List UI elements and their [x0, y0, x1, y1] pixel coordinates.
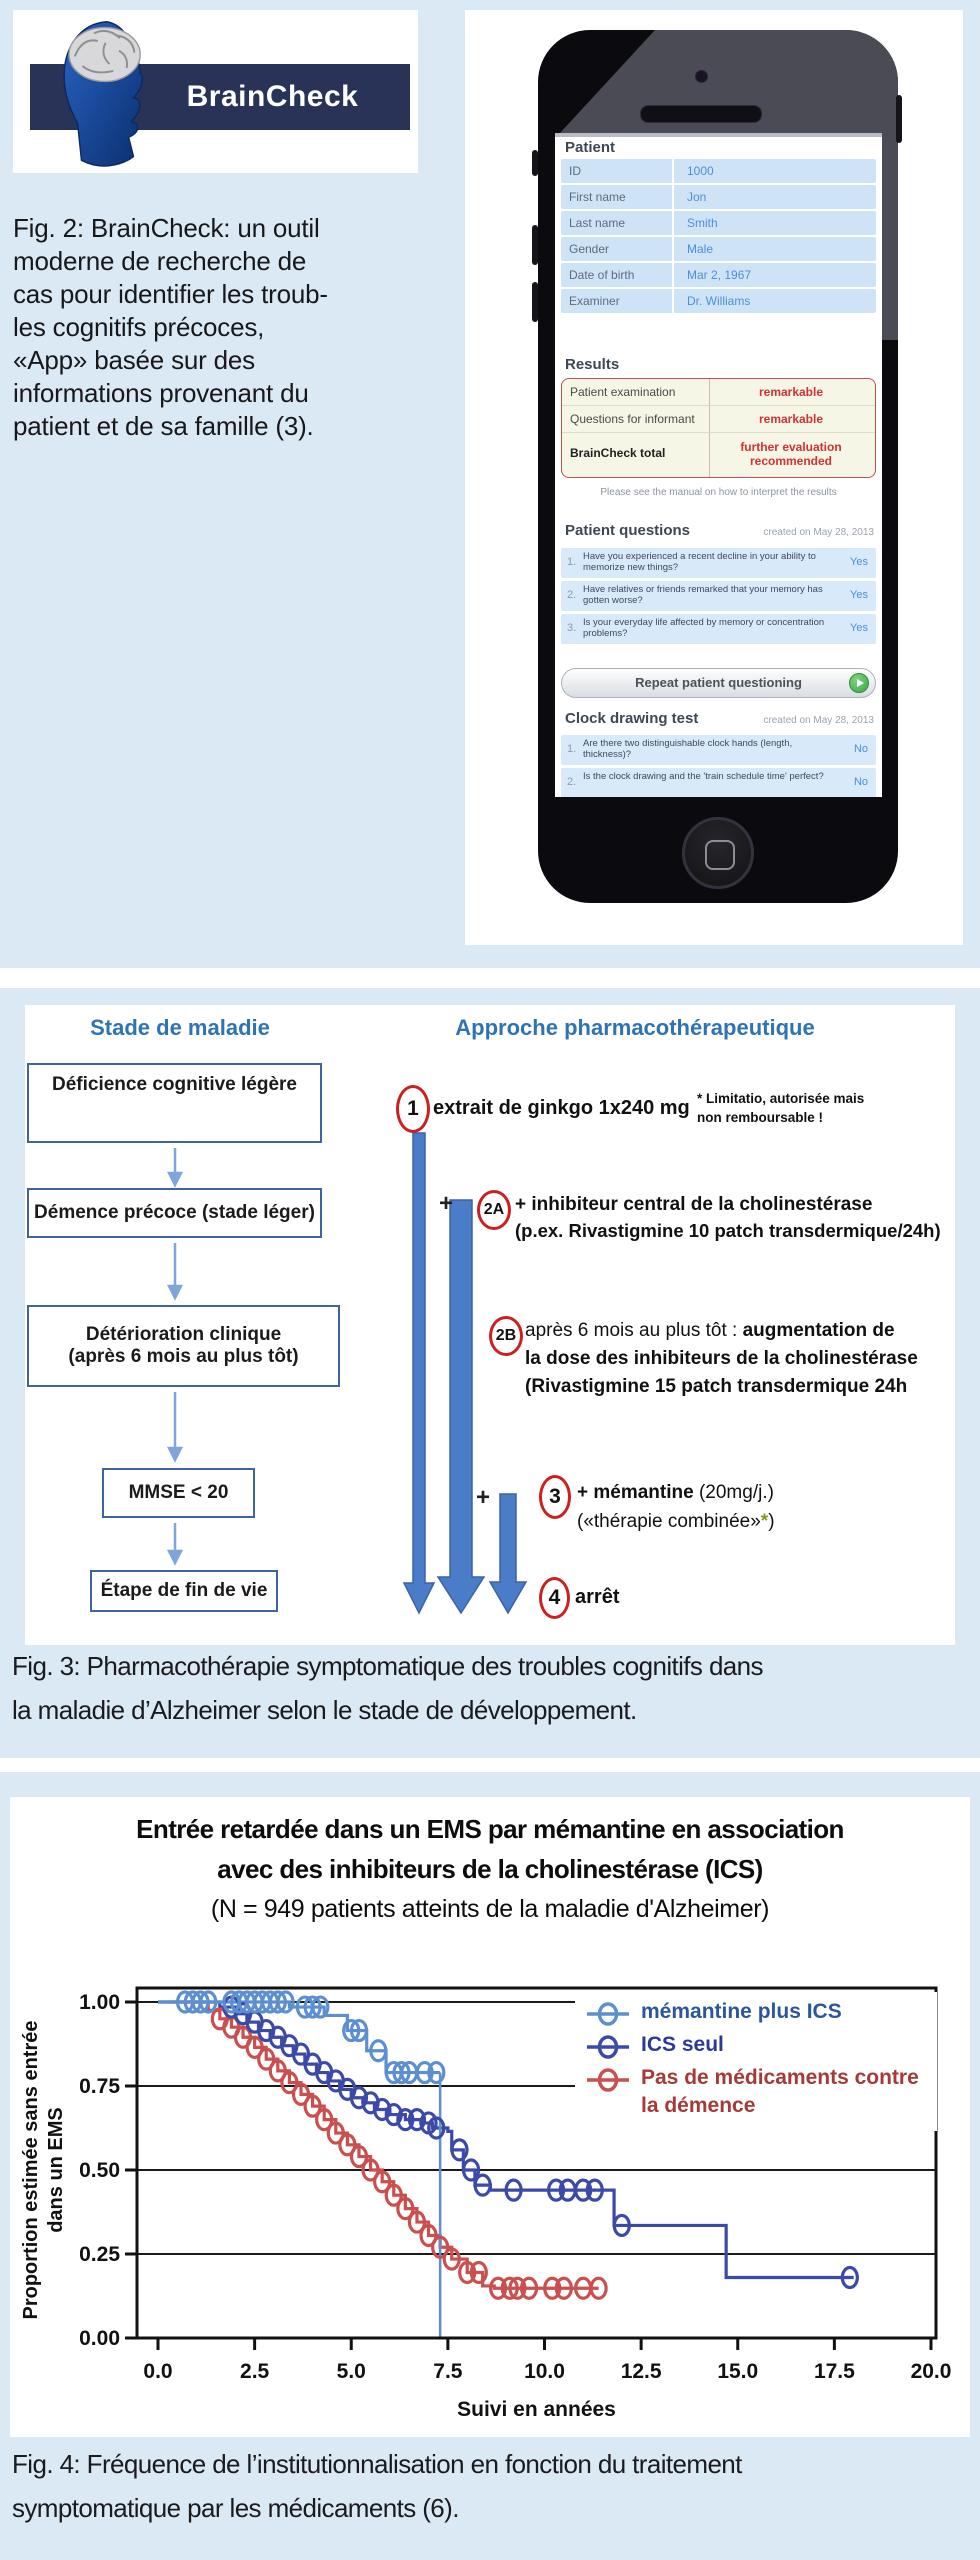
step2b-line3: (Rivastigmine 15 patch transdermique 24h	[525, 1376, 908, 1397]
flow-left-header: Stade de maladie	[90, 1015, 270, 1040]
stage-label: MMSE < 20	[128, 1482, 229, 1503]
play-icon	[849, 673, 869, 693]
row-value: Mar 2, 1967	[687, 268, 752, 282]
svg-text:2.5: 2.5	[240, 2360, 270, 2383]
row-value: Dr. Williams	[687, 294, 751, 308]
note-line: * Limitatio, autorisée mais	[697, 1091, 865, 1106]
svg-text:0.00: 0.00	[79, 2327, 120, 2350]
svg-text:Suivi en années: Suivi en années	[457, 2398, 616, 2421]
brain-head-icon	[48, 16, 166, 170]
svg-text:20.0: 20.0	[910, 2360, 952, 2383]
legend-item-no-medication	[585, 2064, 937, 2120]
row-label: Gender	[569, 242, 610, 256]
legend-item-ics-alone	[585, 2031, 937, 2059]
plus-sign: +	[476, 1484, 491, 1511]
fig3-caption	[12, 1644, 763, 1732]
caption-line: Fig. 3: Pharmacothérapie symptomatique des troubles cognitifs dans	[12, 1651, 763, 1681]
plus-sign: +	[439, 1190, 454, 1217]
created-date: created on May 28, 2013	[763, 715, 874, 726]
question-row	[561, 581, 876, 611]
step-number: 4	[548, 1586, 561, 1609]
green-asterisk: *	[760, 1511, 769, 1532]
legend-item-memantine-ics	[585, 1998, 937, 2026]
step2a-line2: (p.ex. Rivastigmine 10 patch transdermique/24h)	[515, 1220, 941, 1241]
step1-label: extrait de ginkgo 1x240 mg	[433, 1097, 690, 1119]
step-circle-1	[396, 1085, 430, 1133]
question-text: Have you experienced a recent decline in your ability to memorize new things?	[583, 551, 816, 573]
question-text: Are there two distinguishable clock hands (length, thickness)?	[583, 738, 793, 760]
phone-power-button	[896, 95, 902, 143]
legend-symbol-icon	[585, 2002, 631, 2026]
row-label: Last name	[569, 216, 626, 230]
table-row	[561, 185, 876, 209]
row-value: Smith	[687, 216, 718, 230]
svg-text:12.5: 12.5	[620, 2360, 662, 2383]
fig3-flowchart	[25, 1005, 955, 1645]
question-number: 2.	[567, 589, 577, 601]
caption-line: moderne de recherche de	[13, 246, 307, 276]
table-row	[562, 379, 875, 406]
fig4-figure	[10, 1797, 970, 2437]
question-row	[561, 614, 876, 644]
row-value: remarkable	[758, 385, 824, 399]
table-row	[562, 433, 875, 476]
answer-value: No	[853, 776, 868, 788]
chart-legend	[575, 1992, 937, 2131]
y-axis-title: Proportion estimée sans entrée dans un EMS	[20, 2020, 67, 2320]
legend-label: Pas de médicaments contre	[641, 2066, 919, 2089]
row-label: First name	[569, 190, 626, 204]
step3-line1: + mémantine (20mg/j.)	[577, 1482, 774, 1503]
title-line: Entrée retardée dans un EMS par mémantine en association	[136, 1814, 844, 1844]
answer-value: Yes	[850, 556, 868, 568]
legend-symbol-icon	[585, 2068, 631, 2092]
fig3-panel	[0, 988, 980, 1758]
repeat-questioning-button	[561, 668, 876, 698]
caption-line: cas pour identifier les troub-	[13, 279, 328, 309]
caption-line: patient et de sa famille (3).	[13, 411, 314, 441]
stage-label: Démence précoce (stade léger)	[34, 1202, 315, 1223]
stage-label: Détérioration clinique	[85, 1324, 282, 1345]
created-date: created on May 28, 2013	[763, 527, 874, 538]
row-value: 1000	[687, 164, 714, 178]
row-label: Patient examination	[570, 385, 676, 399]
table-row	[561, 211, 876, 235]
row-label: BrainCheck total	[570, 446, 666, 460]
fig2-caption	[13, 212, 465, 443]
caption-line: «App» basée sur des	[13, 345, 255, 375]
svg-text:15.0: 15.0	[717, 2360, 759, 2383]
fig2-panel	[0, 0, 980, 968]
row-label: ID	[569, 164, 581, 178]
patient-questions-title: Patient questions	[565, 522, 691, 539]
title-line: avec des inhibiteurs de la cholinestérase (ICS)	[217, 1854, 763, 1884]
svg-text:0.50: 0.50	[79, 2159, 120, 2182]
step2b-line1: après 6 mois au plus tôt : augmentation de	[525, 1320, 895, 1341]
chart-title	[10, 1809, 970, 1929]
row-value: further evaluation recommended	[740, 440, 842, 468]
table-row	[562, 406, 875, 433]
svg-text:5.0: 5.0	[336, 2360, 366, 2383]
step-number: 2A	[483, 1201, 505, 1218]
table-row	[561, 237, 876, 261]
question-number: 1.	[567, 743, 577, 755]
answer-value: Yes	[850, 622, 868, 634]
step-circle-2b	[489, 1316, 523, 1356]
question-number: 3.	[567, 622, 577, 634]
table-row	[561, 263, 876, 287]
question-row	[561, 548, 876, 578]
step2b-line2: la dose des inhibiteurs de la cholinestérase	[525, 1348, 918, 1369]
phone-figure	[465, 10, 963, 945]
phone-screen	[555, 133, 882, 797]
brand-name: BrainCheck	[186, 80, 359, 113]
row-value: remarkable	[758, 412, 824, 426]
step3-line2: («thérapie combinée»*)	[577, 1511, 775, 1532]
row-label: Questions for informant	[570, 412, 695, 426]
stage-label: (après 6 mois au plus tôt)	[68, 1346, 299, 1367]
phone-mute-switch	[532, 150, 538, 176]
flow-right-header: Approche pharmacothérapeutique	[455, 1015, 815, 1040]
fig4-caption	[12, 2442, 742, 2530]
caption-line: Fig. 2: BrainCheck: un outil	[13, 213, 320, 243]
caption-line: informations provenant du	[13, 378, 309, 408]
phone-home-button	[682, 817, 754, 889]
repeat-button-label: Repeat patient questioning	[635, 675, 802, 690]
note-line: non remboursable !	[697, 1110, 824, 1125]
brain-icon	[69, 28, 140, 82]
manual-note: Please see the manual on how to interpret the results	[600, 487, 837, 498]
svg-text:17.5: 17.5	[813, 2360, 855, 2383]
question-text: Have relatives or friends remarked that your memory has gotten worse?	[583, 584, 823, 606]
clock-test-title: Clock drawing test	[565, 710, 699, 727]
caption-line: les cognitifs précoces,	[13, 312, 265, 342]
question-row	[561, 735, 876, 765]
results-section-title: Results	[565, 356, 620, 373]
svg-text:10.0: 10.0	[524, 2360, 565, 2383]
step-circle-3	[539, 1475, 571, 1519]
phone-camera-icon	[695, 70, 708, 83]
svg-text:0.75: 0.75	[79, 2075, 120, 2098]
svg-text:7.5: 7.5	[433, 2360, 463, 2383]
svg-text:1.00: 1.00	[79, 1991, 120, 2014]
step-circle-4	[539, 1577, 570, 1619]
row-label: Examiner	[569, 294, 620, 308]
caption-line: la maladie d’Alzheimer selon le stade de développement.	[12, 1695, 637, 1725]
patient-section-title: Patient	[565, 139, 616, 156]
question-text: Is your everyday life affected by memory or concentration problems?	[583, 617, 825, 639]
legend-symbol-icon	[585, 2035, 631, 2059]
row-value: Jon	[687, 190, 707, 204]
question-text: Is the clock drawing and the 'train schedule time' perfect?	[583, 771, 824, 782]
stage-label: Déficience cognitive légère	[52, 1074, 297, 1095]
stage-label: Étape de fin de vie	[100, 1580, 268, 1601]
step-number: 3	[549, 1485, 561, 1508]
phone-volume-down-button	[532, 282, 538, 322]
phone-speaker	[640, 105, 762, 123]
legend-label: mémantine plus ICS	[641, 2000, 842, 2023]
question-number: 1.	[567, 556, 577, 568]
caption-line: symptomatique par les médicaments (6).	[12, 2493, 459, 2523]
step2a-line1: + inhibiteur central de la cholinestérase	[515, 1194, 873, 1215]
step4-label: arrêt	[575, 1586, 620, 1608]
patient-table	[561, 159, 876, 315]
fig4-panel	[0, 1772, 980, 2560]
braincheck-logo	[13, 10, 418, 173]
row-label: Date of birth	[569, 268, 635, 282]
answer-value: No	[853, 743, 868, 755]
step-number: 2B	[495, 1327, 517, 1344]
phone-volume-up-button	[532, 225, 538, 265]
table-row	[561, 159, 876, 183]
question-number: 2.	[567, 776, 577, 788]
svg-text:0.0: 0.0	[143, 2360, 173, 2383]
answer-value: Yes	[850, 589, 868, 601]
step-circle-2a	[477, 1190, 511, 1230]
table-row	[561, 289, 876, 313]
legend-label: la démence	[641, 2094, 756, 2117]
step-number: 1	[407, 1097, 419, 1120]
results-table	[561, 378, 876, 478]
row-value: Male	[687, 242, 714, 256]
caption-line: Fig. 4: Fréquence de l’institutionnalisation en fonction du traitement	[12, 2449, 742, 2479]
limitatio-note	[697, 1089, 864, 1127]
question-row	[561, 768, 876, 797]
screen-divider	[555, 133, 882, 137]
svg-text:0.25: 0.25	[79, 2243, 120, 2266]
title-subtitle: (N = 949 patients atteints de la maladie d'Alzheimer)	[210, 1895, 770, 1923]
legend-label: ICS seul	[641, 2033, 724, 2056]
